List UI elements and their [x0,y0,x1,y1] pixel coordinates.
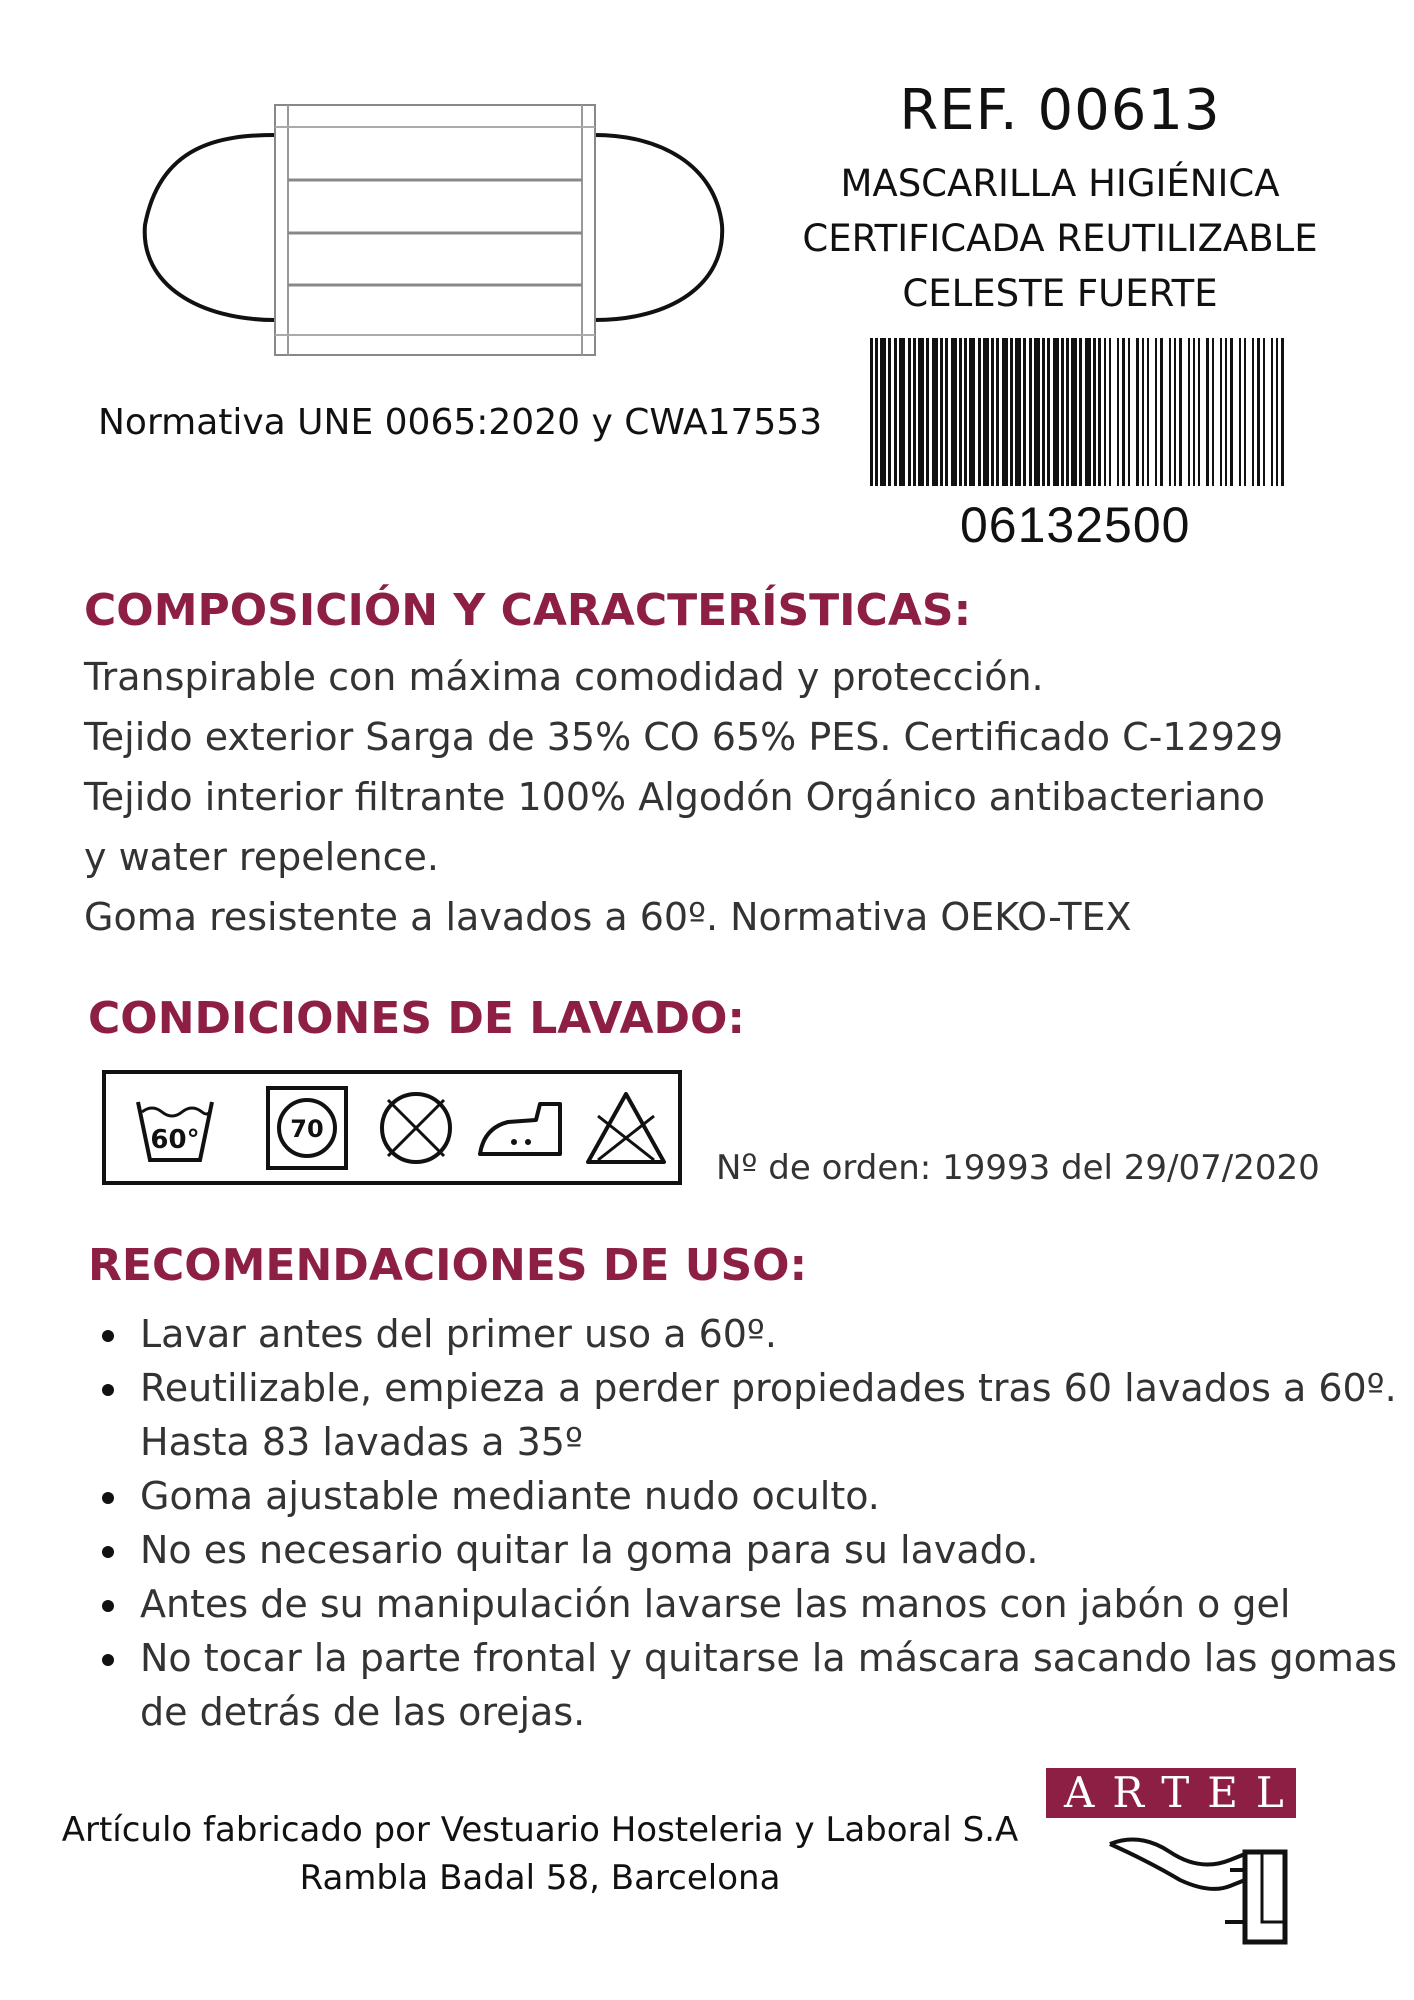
barcode-bar [951,338,957,486]
barcode-bar [918,338,924,486]
barcode-bar [870,338,873,486]
barcode-bar [940,338,943,486]
barcode-bar [1169,338,1171,486]
barcode-bar [1104,338,1106,486]
barcode-bar [1244,338,1246,486]
composition-heading: COMPOSICIÓN Y CARACTERÍSTICAS: [84,585,972,636]
barcode-bar [1010,338,1013,486]
list-item: Lavar antes del primer uso a 60º. [100,1307,1400,1361]
barcode-bar [1085,338,1091,486]
barcode-bar [1122,338,1125,486]
barcode-bar [1198,338,1200,486]
barcode-bar [875,338,878,486]
do-not-dryclean-icon [376,1088,456,1168]
recommendations-list [100,1307,1400,1739]
composition-line-1: Transpirable con máxima comodidad y protección. [84,655,1044,699]
list-item: Reutilizable, empieza a perder propiedades tras 60 lavados a 60º. Hasta 83 lavadas a 35º [100,1361,1400,1469]
barcode-bar [1053,338,1059,486]
barcode-bar [1252,338,1254,486]
barcode-bar [1239,338,1241,486]
recommendations-heading: RECOMENDACIONES DE USO: [88,1240,808,1291]
barcode-bar [1220,338,1222,486]
mask-illustration [130,95,750,375]
barcode-bar [1271,338,1273,486]
barcode-bar [1015,338,1021,486]
composition-line-5: Goma resistente a lavados a 60º. Normativa OEKO-TEX [84,895,1132,939]
barcode-bar [1071,338,1077,486]
barcode-bar [1042,338,1045,486]
barcode-bar [1230,338,1233,486]
barcode-bar [1061,338,1064,486]
product-name-line-2: CERTIFICADA REUTILIZABLE [802,217,1318,260]
barcode-bar [1029,338,1032,486]
wash-60-label: 60° [150,1125,200,1155]
washing-heading: CONDICIONES DE LAVADO: [88,993,746,1044]
barcode-bar [1093,338,1096,486]
barcode-bar [983,338,989,486]
barcode-bar [964,338,967,486]
wash-60-icon [134,1090,216,1168]
list-item: Antes de su manipulación lavarse las manos con jabón o gel [100,1577,1400,1631]
barcode-bar [1142,338,1144,486]
barcode-bar [1034,338,1040,486]
address-line: Rambla Badal 58, Barcelona [299,1858,781,1898]
barcode-bar [932,338,938,486]
barcode-bar [1263,338,1265,486]
right-ear-loop [595,135,722,320]
artel-logo-text: ARTEL [1064,1768,1302,1817]
barcode-bar [908,338,911,486]
composition-line-2: Tejido exterior Sarga de 35% CO 65% PES. Certificado C-12929 [84,715,1284,759]
barcode-bar [913,338,916,486]
barcode-bar [1079,338,1082,486]
product-ref: REF. 00613 [899,78,1221,143]
barcode-bar [1109,338,1111,486]
barcode-bar [1047,338,1050,486]
normativa-text: Normativa UNE 0065:2020 y CWA17553 [98,402,823,443]
barcode-bar [894,338,897,486]
barcode-bar [1160,338,1163,486]
tumble-dry-label: 70 [290,1115,324,1143]
list-item: Goma ajustable mediante nudo oculto. [100,1469,1400,1523]
iron-icon [474,1092,566,1164]
barcode-bar [1174,338,1176,486]
tumble-dry-icon [264,1084,350,1172]
barcode-bar [1117,338,1119,486]
product-name-line-1: MASCARILLA HIGIÉNICA [840,162,1280,205]
composition-line-4: y water repelence. [84,835,439,879]
barcode-bar [1002,338,1008,486]
barcode-bar [888,338,891,486]
barcode-bar [880,338,886,486]
barcode-bar [926,338,929,486]
barcode-bar [1212,338,1214,486]
barcode-bar [1193,338,1195,486]
barcode-bar [1281,338,1284,486]
artel-logo-icon [1100,1822,1300,1952]
barcode-bar [1206,338,1209,486]
barcode-bar [899,338,905,486]
barcode-bar [1066,338,1069,486]
barcode-bar [1128,338,1130,486]
barcode-bar [969,338,975,486]
barcode-bar [1188,338,1190,486]
barcode-bar [978,338,981,486]
barcode-number: 06132500 [960,497,1191,553]
barcode-bar [996,338,999,486]
barcode-bar [1023,338,1026,486]
barcode-bar [945,338,948,486]
barcode-bar [1136,338,1139,486]
do-not-bleach-icon [584,1088,668,1168]
barcode-bar [1155,338,1157,486]
barcode-bar [1257,338,1260,486]
barcode-bar [959,338,962,486]
barcode-bar [991,338,994,486]
barcode-bar [1225,338,1227,486]
barcode-bar [1098,338,1101,486]
list-item: No tocar la parte frontal y quitarse la máscara sacando las gomas de detrás de las orejas. [100,1631,1400,1739]
mask-body [275,105,595,355]
manufacturer-line: Artículo fabricado por Vestuario Hosteleria y Laboral S.A [61,1810,1019,1850]
barcode-bar [1276,338,1278,486]
order-number: Nº de orden: 19993 del 29/07/2020 [716,1148,1320,1188]
barcode [866,338,1296,490]
left-ear-loop [145,135,275,320]
composition-line-3: Tejido interior filtrante 100% Algodón Orgánico antibacteriano [84,775,1266,819]
washing-symbols-box [102,1070,682,1185]
list-item: No es necesario quitar la goma para su lavado. [100,1523,1400,1577]
product-name-line-3: CELESTE FUERTE [902,272,1218,315]
barcode-bar [1147,338,1149,486]
barcode-bar [1179,338,1182,486]
